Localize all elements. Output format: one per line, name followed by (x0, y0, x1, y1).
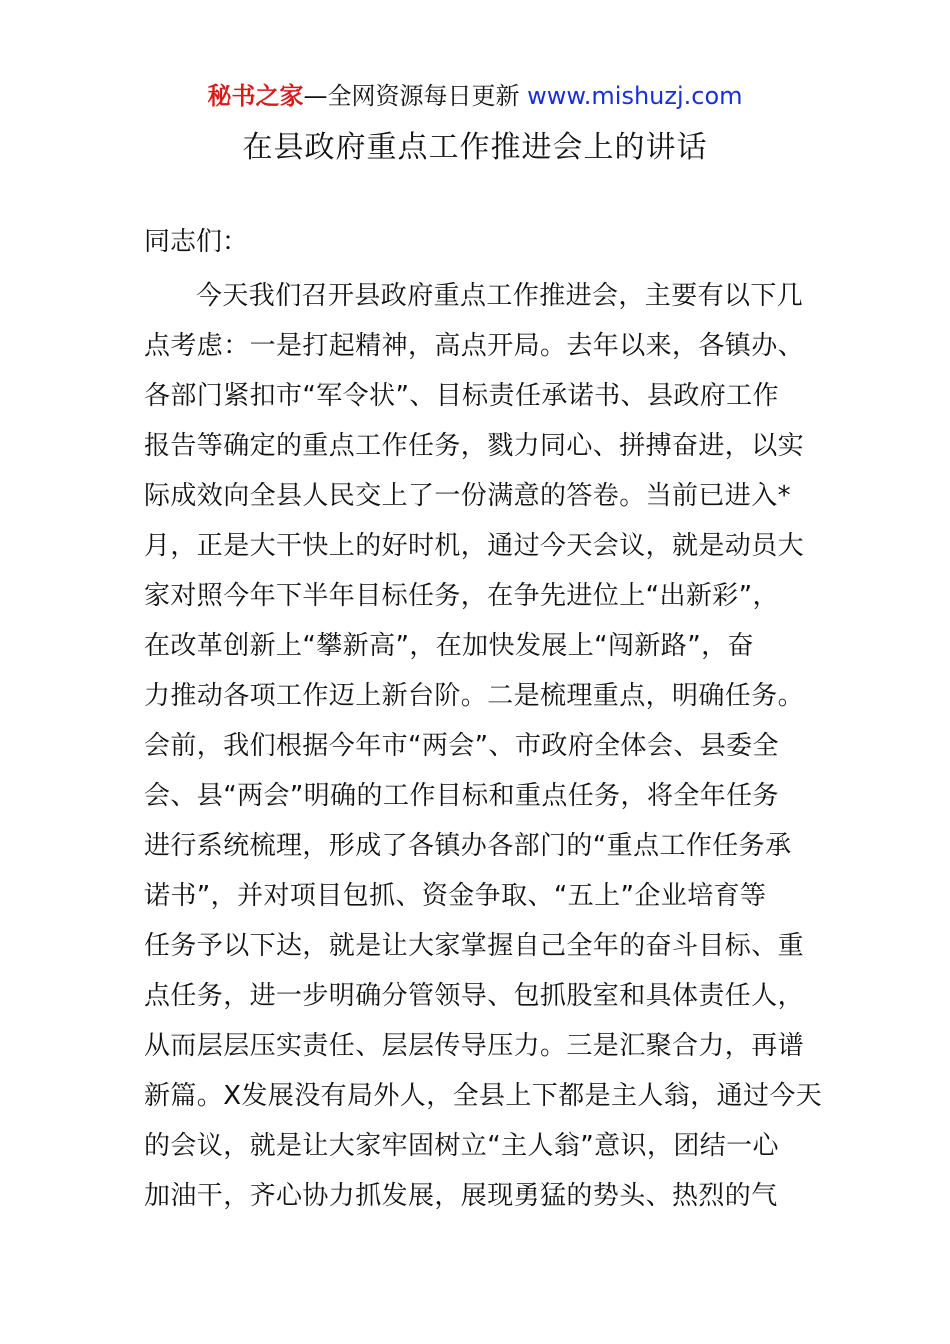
paragraph-line: 会、县“两会”明确的工作目标和重点任务，将全年任务 (144, 781, 779, 811)
paragraph-line: 报告等确定的重点工作任务，戮力同心、拼搏奋进，以实 (144, 431, 805, 461)
paragraph-line: 从而层层压实责任、层层传导压力。三是汇聚合力，再谱 (144, 1031, 805, 1061)
paragraph-line: 的会议，就是让大家牢固树立“主人翁”意识，团结一心 (144, 1131, 779, 1161)
paragraph-line: 点考虑：一是打起精神，高点开局。去年以来，各镇办、 (144, 331, 805, 361)
paragraph-line: 家对照今年下半年目标任务，在争先进位上“出新彩”， (144, 581, 779, 611)
paragraph-line: 今天我们召开县政府重点工作推进会，主要有以下几 (196, 281, 804, 311)
site-url-link[interactable]: www.mishuzj.com (527, 82, 743, 110)
paragraph-line: 力推动各项工作迈上新台阶。二是梳理重点，明确任务。 (144, 681, 805, 711)
paragraph-line: 点任务，进一步明确分管领导、包抓股室和具体责任人， (144, 981, 805, 1011)
paragraph-line: 加油干，齐心协力抓发展，展现勇猛的势头、热烈的气 (144, 1181, 778, 1211)
paragraph-line: 任务予以下达，就是让大家掌握自己全年的奋斗目标、重 (144, 931, 805, 961)
document-title: 在县政府重点工作推进会上的讲话 (242, 130, 708, 165)
paragraph-line: 新篇。X发展没有局外人，全县上下都是主人翁，通过今天 (144, 1081, 823, 1111)
site-tagline: —全网资源每日更新 (303, 82, 528, 110)
paragraph-line: 在改革创新上“攀新高”，在加快发展上“闯新路”，奋 (144, 631, 754, 661)
paragraph-line: 诺书”，并对项目包抓、资金争取、“五上”企业培育等 (144, 881, 767, 911)
paragraph-line: 际成效向全县人民交上了一份满意的答卷。当前已进入* (144, 481, 792, 511)
paragraph-line: 月，正是大干快上的好时机，通过今天会议，就是动员大 (144, 531, 805, 561)
paragraph-line: 进行系统梳理，形成了各镇办各部门的“重点工作任务承 (144, 831, 792, 861)
paragraph-line: 会前，我们根据今年市“两会”、市政府全体会、县委全 (144, 731, 779, 761)
site-header (0, 80, 950, 112)
document-body (144, 271, 823, 1221)
paragraph-line: 各部门紧扣市“军令状”、目标责任承诺书、县政府工作 (144, 381, 779, 411)
site-brand: 秘书之家 (207, 82, 304, 110)
salutation: 同志们： (144, 227, 249, 257)
